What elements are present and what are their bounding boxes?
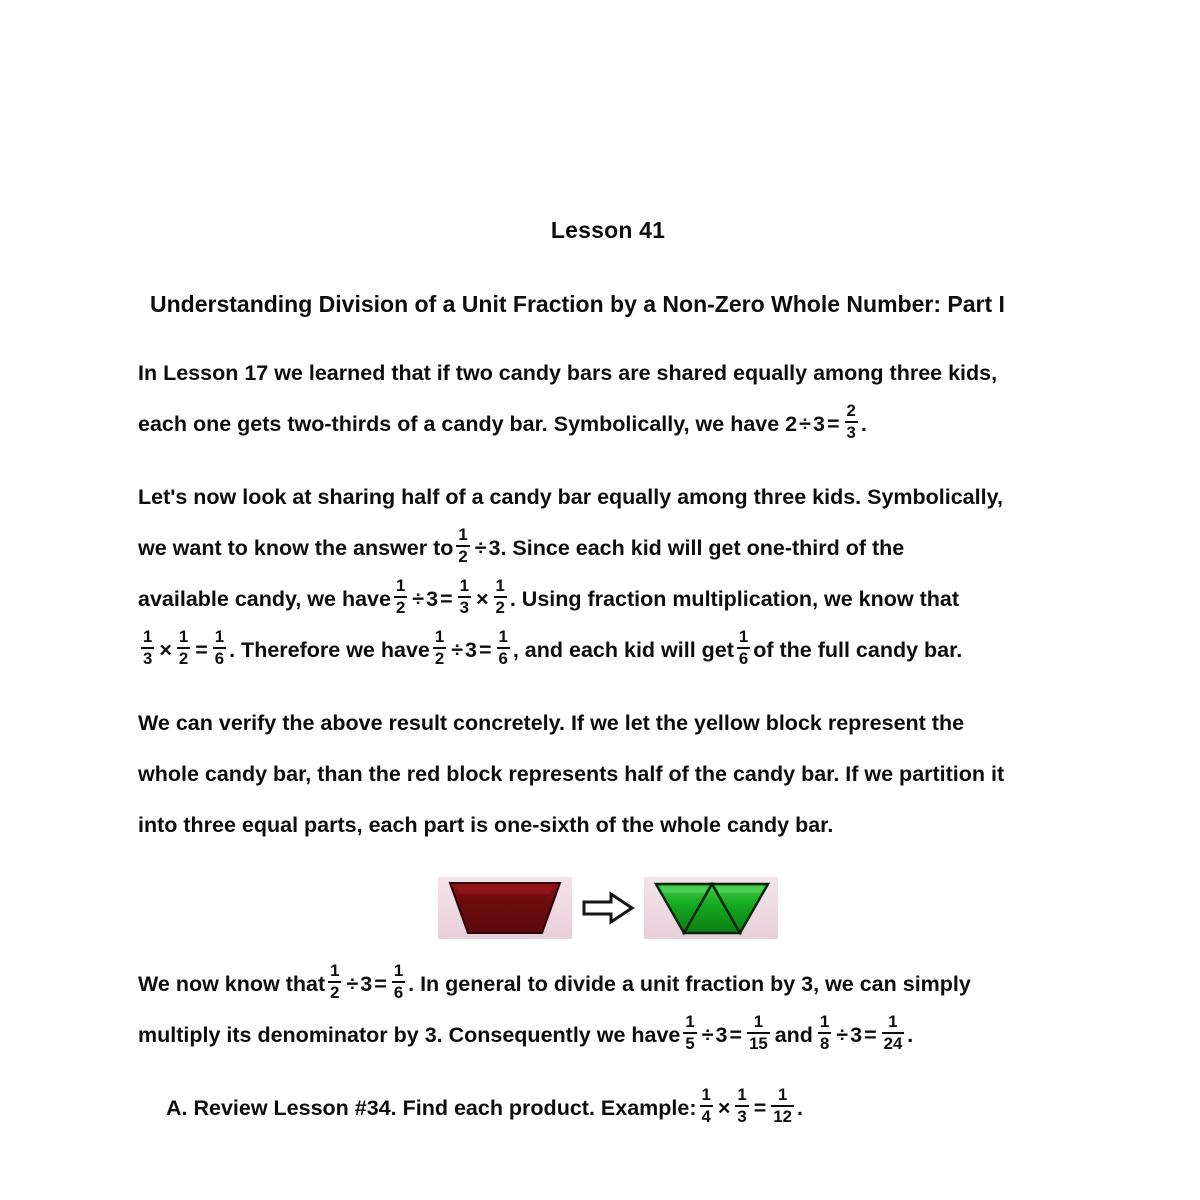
- division-operator: ÷: [836, 1022, 849, 1047]
- division-operator: ÷: [412, 586, 425, 611]
- text-fragment: 3: [360, 971, 373, 996]
- text-fragment: 3: [850, 1022, 863, 1047]
- three-green-triangles-shape: [644, 877, 778, 939]
- fraction-one-half: $\frac{1}{2}$: [395, 575, 406, 617]
- fraction-one-twentyfourth: $\frac{1}{24}$: [883, 1011, 903, 1053]
- text-fragment: . In general to divide a unit fraction by 3, we can simply: [408, 971, 971, 996]
- paragraph-4: [138, 959, 1078, 1061]
- equals-operator: =: [478, 637, 492, 662]
- fraction-one-sixth: $\frac{1}{6}$: [498, 626, 508, 668]
- text-fragment: . Using fraction multiplication, we know that: [509, 586, 959, 611]
- division-operator: ÷: [701, 1022, 714, 1047]
- text-fragment: available candy, we have: [138, 586, 391, 611]
- fraction-one-half: $\frac{1}{2}$: [458, 524, 468, 566]
- green-triangles-block: [644, 877, 778, 939]
- division-operator: ÷: [346, 971, 359, 996]
- fraction-one-third: $\frac{1}{3}$: [143, 626, 153, 668]
- fraction-one-third: $\frac{1}{3}$: [737, 1084, 747, 1126]
- fraction-one-eighth: $\frac{1}{8}$: [819, 1011, 830, 1053]
- red-trapezoid-block: [438, 877, 572, 939]
- multiplication-operator: ×: [475, 586, 489, 611]
- paragraph-1-line-2: [138, 399, 1078, 450]
- paragraph-2-line-2: [138, 523, 1078, 574]
- text-fragment: 3: [812, 411, 825, 436]
- text-fragment: We now know that: [138, 971, 326, 996]
- text-fragment: multiply its denominator by 3. Consequently we have: [138, 1022, 681, 1047]
- paragraph-2: [138, 472, 1078, 676]
- text-fragment: 3. Since each kid will get one-third of the: [488, 535, 905, 560]
- paragraph-3-line-3: into three equal parts, each part is one-sixth of the whole candy bar.: [138, 812, 834, 837]
- fraction-one-sixth: $\frac{1}{6}$: [214, 626, 225, 668]
- equals-operator: =: [195, 637, 208, 662]
- text-fragment: we want to know the answer to: [138, 535, 454, 560]
- fraction-one-fifth: $\frac{1}{5}$: [685, 1011, 695, 1053]
- equals-operator: =: [374, 971, 387, 996]
- paragraph-4-line-1: [138, 959, 1078, 1010]
- page-subtitle: Understanding Division of a Unit Fraction by a Non-Zero Whole Number: Part I: [150, 291, 1005, 318]
- equals-operator: =: [729, 1022, 743, 1047]
- fraction-two-thirds: $\frac{2}{3}$: [846, 400, 856, 442]
- text-fragment: each one gets two-thirds of a candy bar. Symbolically, we have 2: [138, 411, 798, 436]
- page-title: Lesson 41: [550, 217, 666, 243]
- paragraph-1-line-1: In Lesson 17 we learned that if two candy bars are shared equally among three kids,: [138, 360, 998, 385]
- fraction-one-fourth: $\frac{1}{4}$: [701, 1084, 711, 1126]
- right-arrow-icon: [581, 891, 635, 925]
- document-content: [138, 218, 1078, 1156]
- red-trapezoid-shape: [438, 877, 572, 939]
- paragraph-3-line-1: We can verify the above result concretely. If we let the yellow block represent the: [138, 710, 965, 735]
- multiplication-operator: ×: [717, 1095, 731, 1120]
- equals-operator: =: [826, 411, 840, 436]
- text-fragment: .: [860, 411, 867, 436]
- fraction-one-half: $\frac{1}{2}$: [495, 575, 505, 617]
- text-fragment: . Therefore we have: [229, 637, 430, 662]
- text-fragment: and: [774, 1022, 813, 1047]
- text-fragment: 3: [465, 637, 477, 662]
- division-operator: ÷: [799, 411, 811, 436]
- exercise-a: [138, 1083, 1078, 1134]
- fraction-one-third: $\frac{1}{3}$: [459, 575, 469, 617]
- text-fragment: .: [907, 1022, 914, 1047]
- fraction-one-twelfth: $\frac{1}{12}$: [773, 1084, 792, 1126]
- text-fragment: , and each kid will get: [512, 637, 734, 662]
- division-operator: ÷: [451, 637, 463, 662]
- fraction-one-fifteenth: $\frac{1}{15}$: [749, 1011, 768, 1053]
- text-fragment: 3: [715, 1022, 728, 1047]
- fraction-one-half: $\frac{1}{2}$: [434, 626, 445, 668]
- fraction-one-sixth: $\frac{1}{6}$: [393, 960, 404, 1002]
- paragraph-2-line-4: [138, 625, 1078, 676]
- paragraph-4-line-2: [138, 1010, 1078, 1061]
- paragraph-3-line-2: whole candy bar, than the red block represents half of the candy bar. If we partition it: [138, 761, 1005, 786]
- division-operator: ÷: [474, 535, 487, 560]
- text-fragment: .: [796, 1095, 803, 1120]
- paragraph-1: [138, 348, 1078, 450]
- text-fragment: A. Review Lesson #34. Find each product. Example:: [166, 1095, 697, 1120]
- transformation-arrow: [572, 891, 644, 925]
- text-fragment: 3: [426, 586, 439, 611]
- block-figure: [138, 877, 1078, 939]
- equals-operator: =: [440, 586, 453, 611]
- fraction-one-sixth: $\frac{1}{6}$: [738, 626, 749, 668]
- equals-operator: =: [864, 1022, 877, 1047]
- text-fragment: of the full candy bar.: [753, 637, 963, 662]
- equals-operator: =: [753, 1095, 767, 1120]
- fraction-one-half: $\frac{1}{2}$: [178, 626, 189, 668]
- exercise-a-line-1: [166, 1083, 1078, 1134]
- fraction-one-half: $\frac{1}{2}$: [330, 960, 340, 1002]
- multiplication-operator: ×: [159, 637, 172, 662]
- paragraph-2-line-3: [138, 574, 1078, 625]
- paragraph-2-line-1: Let's now look at sharing half of a candy bar equally among three kids. Symbolically,: [138, 484, 1003, 509]
- paragraph-3: [138, 698, 1078, 851]
